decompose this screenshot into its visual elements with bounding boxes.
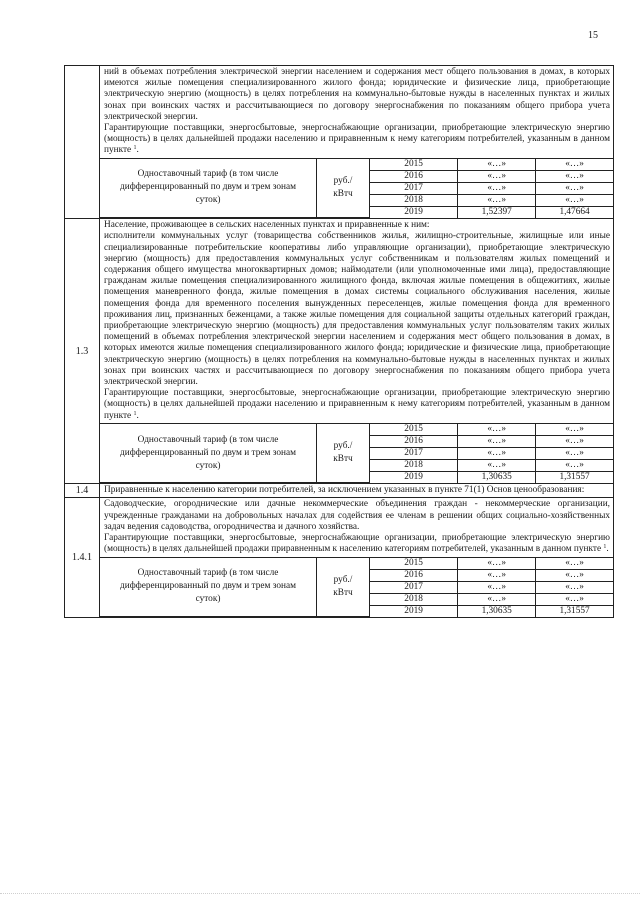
tariff-document-table	[64, 65, 614, 618]
footnote-mark: 1	[603, 544, 607, 551]
tariff-value-1: «…»	[458, 593, 536, 605]
tariff-year: 2015	[369, 557, 457, 569]
tariff-value-2: «…»	[536, 423, 613, 435]
footnote-mark: 1	[133, 145, 137, 152]
tariff-year: 2015	[369, 423, 457, 435]
footnote-mark: 1	[133, 410, 137, 417]
tariff-value-1: 1,52397	[458, 206, 536, 218]
tariff-value-2: «…»	[536, 182, 613, 194]
section-title: Население, проживающее в сельских населенных пунктах и приравненные к ним:	[104, 220, 430, 231]
tariff-year: 2015	[369, 158, 457, 170]
tariff-label: Одноставочный тариф (в том числе дифференцированный по двум и трем зонам суток)	[100, 423, 317, 483]
tariff-value-1: 1,30635	[458, 471, 536, 483]
tariff-value-2: 1,31557	[536, 605, 613, 617]
tariff-value-2: 1,31557	[536, 471, 613, 483]
tariff-label: Одноставочный тариф (в том числе дифференцированный по двум и трем зонам суток)	[100, 557, 317, 617]
row-number: 1.3	[65, 219, 100, 484]
section-text: исполнители коммунальных услуг (товарищества собственников жилья, жилищно-строительные, жилищные или иные специализированные потребительские кооперативы либо управляющие организации), приобретающие электрическую энергию (мощность) для предоставления коммунальных услуг собственникам и пользователям жилых помещений и содержания общего имущества многоквартирных домов; наймодатели (или уполномоченные ими лица), предоставляющие гражданам жилые помещения специализированного жилищного фонда, включая жилые помещения в общежитиях, жилые помещения маневренного фонда, жилые помещения в домах системы социального обслуживания населения, жилые помещения фонда для временного поселения вынужденных переселенцев, жилые помещения фонда для временного проживания лиц, признанных беженцами, а также жилые помещения для социальной защиты отдельных категорий граждан, приобретающие электрическую энергию (мощность) для предоставления коммунальных услуг пользователям таких жилых помещений в объемах потребления электрической энергии населением и содержания мест общего пользования в домах, в которых имеются жилые помещения специализированного жилого фонда; юридические и физические лица, приобретающие электрическую энергию (мощность) в целях потребления на коммунально-бытовые нужды в населенных пунктах и жилых зонах при воинских частях и рассчитывающиеся по договору энергоснабжения по показаниям общего прибора учета электрической энергии.	[104, 231, 610, 387]
tariff-year: 2019	[369, 605, 457, 617]
tariff-value-2: 1,47664	[536, 206, 613, 218]
tariff-value-1: «…»	[458, 447, 536, 459]
tariff-value-2: «…»	[536, 459, 613, 471]
tariff-value-2: «…»	[536, 593, 613, 605]
tariff-value-1: «…»	[458, 194, 536, 206]
tariff-value-1: 1,30635	[458, 605, 536, 617]
tariff-table	[100, 557, 613, 618]
tariff-year: 2018	[369, 593, 457, 605]
tariff-value-1: «…»	[458, 569, 536, 581]
tariff-value-2: «…»	[536, 557, 613, 569]
section-1-4-1	[65, 498, 614, 618]
tariff-value-1: «…»	[458, 182, 536, 194]
row-number: 1.4	[65, 484, 100, 498]
row-number: 1.4.1	[65, 498, 100, 618]
tariff-value-2: «…»	[536, 170, 613, 182]
tariff-year: 2016	[369, 569, 457, 581]
tariff-unit: руб./ кВтч	[317, 557, 370, 617]
section-suppliers: Гарантирующие поставщики, энергосбытовые, энергоснабжающие организации, приобретающие электрическую энергию (мощность) в целях дальнейшей продажи населению и приравненным к нему категориям потребителей, указанным в данном пункте $^1$.	[104, 388, 610, 421]
tariff-unit: руб./ кВтч	[317, 158, 370, 218]
continuation-text: ний в объемах потребления электрической энергии населением и содержания мест общего пользования в домах, в которых имеются жилые помещения специализированного жилого фонда; юридические и физические лица, приобретающие электрическую энергию (мощность) в целях потребления на коммунально-бытовые нужды в населенных пунктах и жилых зонах при воинских частях и рассчитывающиеся по договору энергоснабжения по показаниям общего прибора учета электрической энергии.	[104, 67, 610, 122]
tariff-value-1: «…»	[458, 435, 536, 447]
tariff-year: 2017	[369, 182, 457, 194]
tariff-year: 2018	[369, 194, 457, 206]
tariff-value-1: «…»	[458, 581, 536, 593]
continuation-suppliers: Гарантирующие поставщики, энергосбытовые, энергоснабжающие организации, приобретающие электрическую энергию (мощность) в целях дальнейшей продажи населению и приравненным к нему категориям потребителей, указанным в данном пункте $^1$.	[104, 123, 610, 156]
page-number: 15	[588, 30, 598, 41]
section-continuation	[65, 66, 614, 219]
tariff-value-2: «…»	[536, 194, 613, 206]
tariff-year: 2018	[369, 459, 457, 471]
section-text: Приравненные к населению категории потребителей, за исключением указанных в пункте 71(1) Основ ценообразования:	[104, 485, 585, 496]
tariff-label: Одноставочный тариф (в том числе дифференцированный по двум и трем зонам суток)	[100, 158, 317, 218]
page-bottom-rule	[0, 893, 640, 894]
tariff-value-2: «…»	[536, 447, 613, 459]
tariff-value-1: «…»	[458, 423, 536, 435]
tariff-year: 2019	[369, 471, 457, 483]
section-1-3	[65, 219, 614, 484]
section-1-4	[65, 484, 614, 498]
tariff-year: 2017	[369, 447, 457, 459]
tariff-value-1: «…»	[458, 557, 536, 569]
tariff-year: 2016	[369, 170, 457, 182]
tariff-year: 2019	[369, 206, 457, 218]
tariff-unit: руб./ кВтч	[317, 423, 370, 483]
row-number-empty	[65, 66, 100, 219]
tariff-value-1: «…»	[458, 459, 536, 471]
tariff-value-2: «…»	[536, 581, 613, 593]
tariff-table	[100, 423, 613, 484]
tariff-value-2: «…»	[536, 158, 613, 170]
tariff-value-2: «…»	[536, 569, 613, 581]
tariff-value-2: «…»	[536, 435, 613, 447]
section-text: Садоводческие, огороднические или дачные некоммерческие объединения граждан - некоммерческие организации, учрежденные гражданами на добровольных началах для содействия ее членам в решении общих социально-хозяйственных задач ведения садоводства, огородничества и дачного хозяйства.	[104, 499, 610, 532]
tariff-year: 2017	[369, 581, 457, 593]
tariff-value-1: «…»	[458, 170, 536, 182]
tariff-value-1: «…»	[458, 158, 536, 170]
section-suppliers: Гарантирующие поставщики, энергосбытовые, энергоснабжающие организации, приобретающие электрическую энергию (мощность) в целях дальнейшей продажи приравненным к населению категориям потребителей, указанным в данном пункте $^1$.	[104, 533, 610, 555]
tariff-table	[100, 158, 613, 219]
tariff-year: 2016	[369, 435, 457, 447]
